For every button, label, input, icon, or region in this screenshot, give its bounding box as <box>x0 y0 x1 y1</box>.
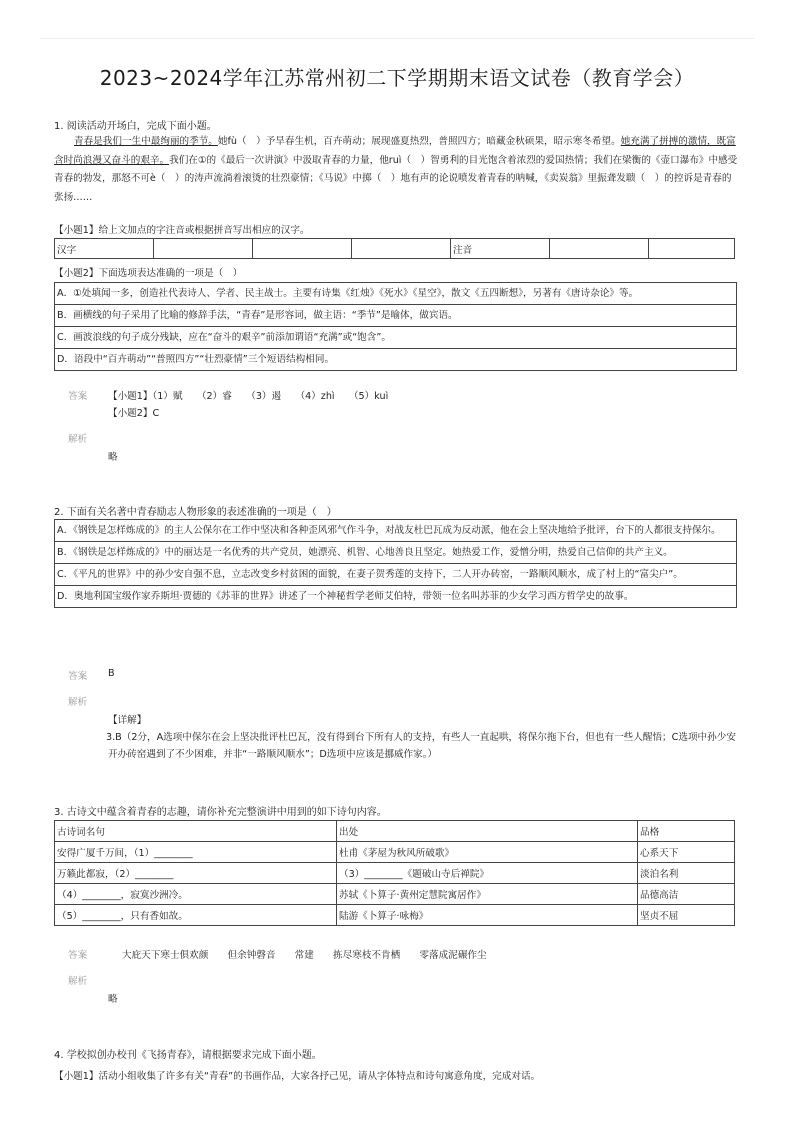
answer-sub-2: 【小题2】C <box>108 408 160 419</box>
header-character: 品格 <box>638 821 735 842</box>
sub-question-1-label: 【小题1】给上文加点的字注音或根据拼音写出相应的汉字。 <box>54 225 310 236</box>
straight-underlined-sentence: 青春是我们一生中最绚丽的季节。 <box>74 136 218 147</box>
character-cell: 坚贞不屈 <box>638 905 735 926</box>
option-c[interactable]: C．画波浪线的句子成分残缺，应在“奋斗的艰辛”前添加谓语“充满”或“饱含”。 <box>55 327 736 349</box>
option-a[interactable]: A．《钢铁是怎样炼成的》的主人公保尔在工作中坚决和各种歪风邪气作斗争，对战友杜巴瓦成为反动派，他在会上坚决地给予批评，台下的人都很支持保尔。 <box>55 520 736 542</box>
header-poem: 古诗词名句 <box>55 821 337 842</box>
character-cell: 心系天下 <box>638 842 735 863</box>
passage-text-a: 她fù（ ）予旱春生机，百卉萌动；展现盛夏热烈，普照四方；暗藏金秋硕果，昭示寒冬希望。 <box>217 136 621 147</box>
hanzi-blank-3[interactable] <box>352 239 451 259</box>
option-d[interactable]: D．语段中“百卉萌动”“普照四方”“壮烈豪情”三个短语结构相同。 <box>57 354 335 365</box>
wavy-underlined-sentence: 她充满了拼搏的激情，既富含时尚浪漫又奋斗的艰辛。 <box>54 136 736 166</box>
answer-text: 大庇天下寒士俱欢颜 但余钟磬音 常建 拣尽寒枝不肯栖 零落成泥碾作尘 <box>122 950 487 961</box>
hanzi-pinyin-table <box>54 238 735 259</box>
character-cell: 品德高洁 <box>638 884 735 905</box>
question-2-heading: 2. 下面有关名著中青春励志人物形象的表述准确的一项是（ ） <box>54 507 337 518</box>
passage-text-b: 我们在①的《最后一次讲演》中汲取青春的力量，他ruì（ ）智勇利的目光饱含着浓烈的爱国热情；我们在梁衡的《壶口瀑布》中感受青春的勃发，那怒不可è（ ）的涛声流淌着滚烫的壮烈豪情；《马说》中掷（ ）地有声的论说喷发着青春的呐喊，《卖炭翁》里振聋发聩（ ）的控诉是青春的张扬…… <box>54 154 738 203</box>
hanzi-blank-2[interactable] <box>253 239 352 259</box>
header-source: 出处 <box>337 821 638 842</box>
question-4-sub-1: 【小题1】活动小组收集了许多有关“青春”的书画作品，大家各抒己见，请从字体特点和诗句寓意角度，完成对话。 <box>54 1071 541 1082</box>
option-d[interactable]: D．奥地利国宝级作家乔斯坦·贾德的《苏菲的世界》讲述了一个神秘哲学老师艾伯特，带领一位名叫苏菲的少女学习西方哲学史的故事。 <box>57 591 634 602</box>
poem-cell[interactable]: 安得广厦千万间，（1）________ <box>55 842 337 863</box>
source-cell: 苏轼《卜算子·黄州定慧院寓居作》 <box>337 884 638 905</box>
detail-text: 3.B（2分，A选项中保尔在会上坚决批评杜巴瓦，没有得到台下所有人的支持，有些人一直起哄，将保尔拖下台，但也有一些人醒悟；C选项中孙少安开办砖窑遇到了不少困难，并非“一路顺风顺水”；D选项中应该是挪威作家。） <box>106 732 736 760</box>
analysis-label: 解析 <box>68 697 88 708</box>
hanzi-header-cell: 汉字 <box>55 239 154 259</box>
question-2-options <box>54 519 737 608</box>
poetry-table <box>54 820 735 926</box>
poem-cell[interactable]: （5）________，只有香如故。 <box>55 905 337 926</box>
answer-sub-1: 【小题1】（1）赋 （2）睿 （3）遏 （4）zhì （5）kuì <box>108 391 389 402</box>
option-a[interactable]: A．①处填闻一多，创造社代表诗人、学者、民主战士。主要有诗集《红烛》《死水》《星空》，散文《五四断想》，另著有《唐诗杂论》等。 <box>55 283 736 305</box>
analysis-text: 略 <box>108 994 118 1005</box>
analysis-text: 略 <box>108 452 118 463</box>
question-1-options <box>54 282 737 371</box>
poem-cell[interactable]: （4）________，寂寞沙洲冷。 <box>55 884 337 905</box>
option-b[interactable]: B．画横线的句子采用了比喻的修辞手法，“青春”是形容词，做主语：“季节”是喻体，做宾语。 <box>55 305 736 327</box>
source-cell: 杜甫《茅屋为秋风所破歌》 <box>337 842 638 863</box>
character-cell: 淡泊名利 <box>638 863 735 884</box>
analysis-label: 解析 <box>68 976 88 987</box>
pinyin-header-cell: 注音 <box>451 239 550 259</box>
page-title: 2023~2024学年江苏常州初二下学期期末语文试卷（教育学会） <box>99 66 695 90</box>
question-1-heading: 1. 阅读活动开场白，完成下面小题。 <box>54 121 217 132</box>
sub-question-2-label: 【小题2】下面选项表达准确的一项是（ ） <box>54 268 243 279</box>
pinyin-blank-1[interactable] <box>550 239 649 259</box>
source-cell[interactable]: （3）________《题破山寺后禅院》 <box>337 863 638 884</box>
detail-label: 【详解】 <box>108 715 147 726</box>
analysis-label: 解析 <box>68 434 88 445</box>
question-4-heading: 4. 学校拟创办校刊《飞扬青春》，请根据要求完成下面小题。 <box>54 1050 322 1061</box>
question-3-heading: 3. 古诗文中蕴含着青春的志趣，请你补充完整演讲中用到的如下诗句内容。 <box>54 807 387 818</box>
answer-label: 答案 <box>68 391 88 402</box>
answer-text: B <box>108 668 115 679</box>
option-c[interactable]: C．《平凡的世界》中的孙少安自强不息，立志改变乡村贫困的面貌，在妻子贺秀莲的支持下，二人开办砖窑，一路顺风顺水，成了村上的“富尖户”。 <box>55 564 736 586</box>
option-b[interactable]: B．《钢铁是怎样炼成的》中的丽达是一名优秀的共产党员，她漂亮、机智、心地善良且坚定。她热爱工作，爱憎分明，热爱自己信仰的共产主义。 <box>55 542 736 564</box>
question-1-passage <box>54 133 740 207</box>
hanzi-blank-1[interactable] <box>154 239 253 259</box>
page-top-rule <box>40 38 754 39</box>
source-cell: 陆游《卜算子·咏梅》 <box>337 905 638 926</box>
answer-label: 答案 <box>68 950 88 961</box>
poem-cell[interactable]: 万籁此都寂，（2）________ <box>55 863 337 884</box>
pinyin-blank-2[interactable] <box>649 239 735 259</box>
answer-label: 答案 <box>68 671 88 682</box>
